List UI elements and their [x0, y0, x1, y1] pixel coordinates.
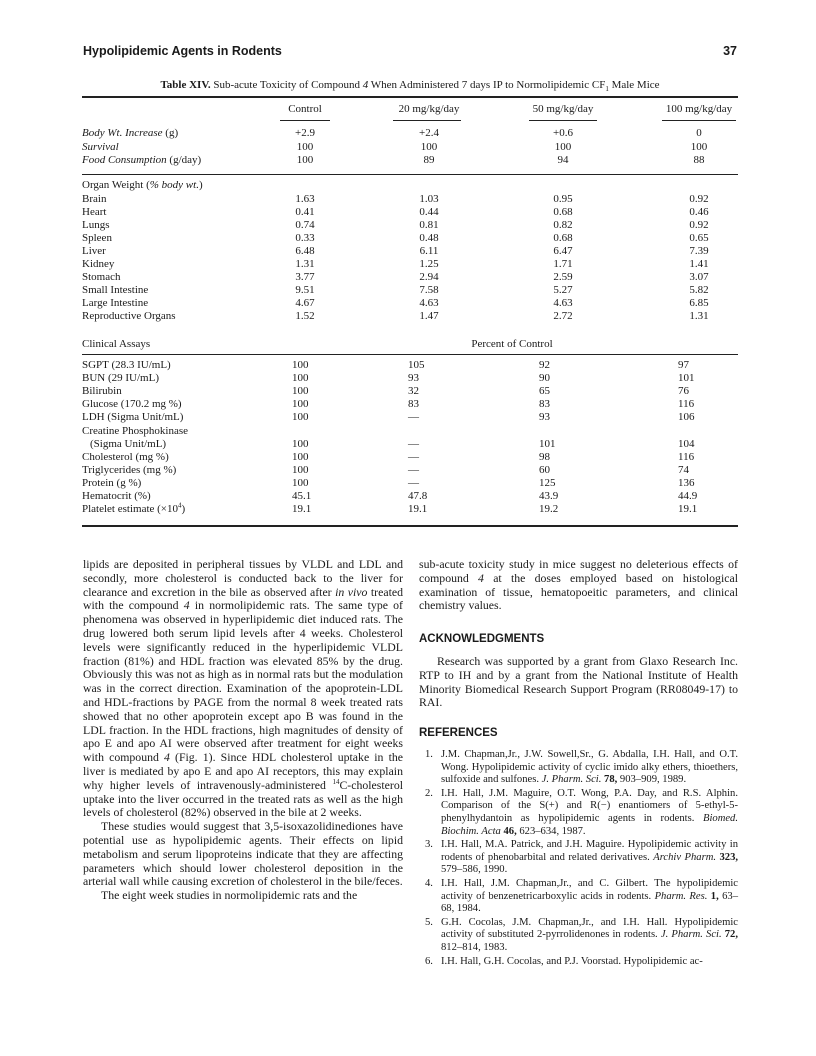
table-cell: 3.77: [295, 271, 315, 284]
table-cell: 19.2: [539, 503, 559, 516]
left-column: [83, 558, 403, 903]
row-label: Hematocrit (%): [82, 490, 151, 502]
row-label: SGPT (28.3 IU/mL): [82, 359, 171, 371]
row-label: Cholesterol (mg %): [82, 450, 169, 463]
reference-volume: 323,: [716, 851, 739, 863]
table-cell: 0.95: [553, 192, 573, 205]
row-label: Large Intestine: [82, 297, 149, 310]
reference-item: [419, 917, 738, 955]
reference-number: 6.: [425, 955, 433, 967]
table-row: [82, 258, 738, 271]
row-label: Small Intestine: [82, 284, 149, 297]
table-row: [82, 219, 738, 232]
reference-journal: J. Pharm. Sci.: [541, 774, 602, 786]
table-cell: 0.92: [689, 192, 709, 205]
caption-text-end: Male Mice: [608, 79, 660, 91]
table-cell: 83: [408, 398, 419, 411]
table-cell: 5.27: [553, 284, 573, 297]
table-cell: 0.68: [553, 231, 573, 244]
row-label: Heart: [82, 205, 107, 218]
reference-text: I.H. Hall, G.H. Cocolas, and P.J. Voorstad. Hypolipidemic ac-: [441, 955, 703, 967]
reference-pages: 903–909, 1989.: [617, 774, 687, 786]
table-cell: 1.25: [419, 258, 439, 270]
table-cell: 1.03: [419, 192, 439, 205]
table-row: [82, 477, 738, 490]
percent-of-control-heading: Percent of Control: [471, 338, 553, 350]
table-cell: 0.44: [419, 205, 439, 218]
table-cell: 19.1: [678, 503, 698, 516]
table-cell: 136: [678, 476, 695, 489]
table-cell: 2.94: [419, 271, 439, 284]
row-label: (Sigma Unit/mL): [90, 437, 167, 450]
table-cell: 1.47: [419, 310, 439, 323]
table-cell: 74: [678, 463, 689, 476]
table-cell: 2.72: [553, 310, 573, 323]
reference-volume: 46,: [500, 825, 517, 837]
reference-number: 3.: [425, 839, 433, 851]
row-label-text: Platelet estimate (×10: [82, 503, 179, 516]
table-row: [82, 284, 738, 297]
organ-heading-post: ): [198, 179, 203, 191]
table-cell: 100: [292, 372, 309, 385]
table-cell: 0.81: [419, 218, 439, 231]
table-cell: 105: [408, 359, 425, 371]
reference-number: 4.: [425, 877, 433, 889]
table-cell: 0.33: [295, 231, 315, 244]
acknowledgments-text: Research was supported by a grant from Glaxo Research Inc. RTP to IH and by a grant from the National Institute of Health Minority Biomedical Research Support Program (RR08049-17) to RAI.: [419, 654, 738, 710]
column-header: 50 mg/kg/day: [532, 103, 594, 115]
row-label-unit: (g/day): [166, 154, 202, 166]
table-row: [82, 297, 738, 310]
reference-volume: 78,: [601, 774, 618, 786]
table-cell: 0.48: [419, 231, 439, 244]
table-cell: 101: [678, 372, 695, 385]
table-cell: 47.8: [408, 490, 428, 502]
table-row: [82, 141, 738, 154]
table-cell: 100: [296, 140, 314, 153]
row-label: Bilirubin: [82, 385, 122, 398]
caption-subscript: 1: [605, 85, 609, 94]
reference-number: 1.: [425, 749, 433, 760]
table-row: [82, 411, 738, 424]
table-cell: —: [408, 411, 419, 424]
organ-heading-italic: % body wt.: [149, 179, 199, 191]
table-row: [82, 232, 738, 245]
table-cell: 93: [408, 372, 419, 385]
table-cell: 104: [678, 437, 695, 450]
reference-volume: 1,: [707, 890, 719, 902]
paragraph: These studies would suggest that 3,5-isoxazolidinediones have potential use as hypolipidemic agents. Their effects on lipid metabolism and serum lipoproteins indicate that they are affecting parameters which should lower cholesterol deposition in the arterial wall while causing excretion of cholesterol in the bile/feces.: [83, 819, 403, 889]
reference-pages: 812–814, 1983.: [441, 941, 508, 953]
references-heading: REFERENCES: [419, 727, 498, 739]
table-cell: 0.82: [553, 218, 573, 231]
table-cell: 6.48: [295, 244, 315, 257]
table-cell: 88: [693, 154, 705, 166]
row-label: Reproductive Organs: [82, 310, 176, 323]
table-cell: +0.6: [553, 127, 573, 139]
table-cell: 0.92: [689, 218, 709, 231]
row-label-text: Survival: [82, 140, 119, 153]
reference-text: I.H. Hall, M.A. Patrick, and J.H. Maguire. Hypolipidemic activity in rodents of phenobarbital and related derivatives.: [441, 839, 738, 863]
table-cell: —: [408, 476, 419, 489]
column-header: 100 mg/kg/day: [665, 103, 733, 115]
reference-text: G.H. Cocolas, J.M. Chapman,Jr., and I.H. Hall. Hypolipidemic activity of substituted 2-pyrrolidenones in rodents.: [441, 916, 738, 941]
table-cell: 0.41: [295, 205, 315, 218]
reference-text: I.H. Hall, J.M. Maguire, O.T. Wong, P.A. Day, and R.S. Alphin. Comparison of the S(+) and R(−) enantiomers of 5-ethyl-5-phenylhydantoin as hypolipidemic agents in rodents.: [441, 787, 738, 824]
table-cell: 100: [292, 476, 309, 489]
paragraph: sub-acute toxicity study in mice suggest no deleterious effects of compound 4 at the doses employed based on histological examination of tissue, hematopoeitic parameters, and clinical chemistry values.: [419, 557, 738, 613]
table-cell: +2.9: [295, 127, 315, 139]
table-row: [82, 372, 738, 385]
table-cell: 9.51: [295, 284, 315, 297]
table-cell: 0.46: [689, 205, 709, 218]
table-row: [82, 245, 738, 258]
table-cell: 6.85: [689, 297, 709, 310]
table-cell: 100: [292, 359, 309, 371]
row-label: Lungs: [82, 218, 110, 231]
paragraph: lipids are deposited in peripheral tissues by VLDL and LDL and secondly, more cholesterol is conducted back to the liver for clearance and excretion in the bile as observed after in vivo treated with the compound 4 in normolipidemic rats. The same type of phenomena was observed in hyperlipidemic diet induced rats. The drug lowered both serum lipid levels after 4 weeks. Cholesterol levels were significantly reduced in the hyperlipidemic VLDL fraction (81%) and HDL fraction was elevated 85% by the drug. Obviously this was not as high as in normal rats but the modulation was in the correct direction. Examination of the apoprotein-LDL and HDL-fractions by PAGE from the normal 8 week treated rats showed that no other apoprotein except apo B was found in the LDL fraction. In the HDL fractions, high magnitudes of density of apo E and apo AI were observed after treatment for eight weeks with compound 4 (Fig. 1). Since HDL cholesterol uptake in the liver is mediated by apo E and apo AI receptors, this may explain why higher levels of intravenously-administered $^{14}$C-cholesterol uptake into the liver occurred in the treated rats as well as the high levels of cholesterol (82%) observed in the bile at 2 weeks.: [83, 557, 403, 820]
table-cell: 100: [292, 398, 309, 411]
row-label: Glucose (170.2 mg %): [82, 398, 182, 411]
table-row: [82, 425, 738, 438]
table-cell: 100: [420, 140, 438, 153]
table-cell: —: [408, 437, 419, 450]
organ-heading-pre: Organ Weight (: [82, 179, 150, 191]
table-cell: 5.82: [689, 284, 709, 297]
reference-item: [419, 878, 738, 916]
reference-item: [419, 956, 738, 969]
caption-compound: 4: [362, 79, 369, 91]
table-cell: +2.4: [419, 127, 439, 139]
row-label: Creatine Phosphokinase: [82, 424, 189, 437]
reference-pages: 63–68, 1984.: [441, 890, 738, 915]
table-cell: 3.07: [689, 271, 709, 284]
table-cell: 100: [292, 450, 309, 463]
reference-text: I.H. Hall, J.M. Chapman,Jr., and C. Gilbert. The hypolipidemic activity of benzenetricarboxylic acids in rodents.: [441, 877, 738, 902]
reference-number: 2.: [425, 787, 433, 799]
row-label: Brain: [82, 192, 107, 205]
table-cell: 43.9: [539, 490, 559, 502]
table-cell: 94: [557, 154, 569, 166]
table-row: [82, 206, 738, 219]
reference-journal: J. Pharm. Sci.: [660, 929, 722, 941]
table-cell: 1.41: [689, 258, 709, 270]
reference-item: [419, 839, 738, 877]
table-row: [82, 359, 738, 372]
table-cell: 60: [539, 463, 550, 476]
row-label-superscript: 4: [178, 501, 182, 510]
table-cell: 1.52: [295, 310, 315, 323]
table-cell: 76: [678, 385, 689, 398]
table-cell: 100: [690, 140, 708, 153]
table-cell: 116: [678, 398, 695, 411]
reference-journal: Pharm. Res.: [654, 890, 708, 902]
organ-heading: [82, 179, 203, 192]
table-cell: 93: [539, 411, 550, 424]
table-cell: 2.59: [553, 271, 573, 284]
column-header: 20 mg/kg/day: [398, 103, 460, 115]
table-cell: —: [408, 463, 419, 476]
clinical-rule: [82, 354, 738, 355]
row-label: Kidney: [82, 258, 115, 270]
table-cell: 100: [554, 140, 572, 153]
clinical-heading: Clinical Assays: [82, 338, 151, 350]
table-cell: 100: [292, 411, 309, 424]
reference-item: [419, 788, 738, 838]
row-label: Stomach: [82, 271, 121, 284]
table-cell: 100: [292, 463, 309, 476]
table-cell: 6.47: [553, 244, 573, 257]
table-row: [82, 464, 738, 477]
table-cell: 100: [292, 385, 309, 398]
table-row: [82, 438, 738, 451]
table-cell: 0.74: [295, 218, 315, 231]
table-cell: 6.11: [419, 244, 439, 257]
table-cell: 32: [408, 385, 419, 398]
table-cell: 45.1: [292, 490, 312, 502]
table-cell: 0.65: [689, 231, 709, 244]
table-cell: 1.31: [689, 310, 709, 323]
table-row: [82, 127, 738, 140]
reference-journal: Archiv Pharm.: [653, 851, 717, 863]
right-column-intro: [419, 558, 738, 613]
caption-text-pre: Sub-acute Toxicity of Compound: [213, 79, 363, 91]
reference-number: 5.: [425, 916, 433, 928]
row-label-text: ): [181, 503, 186, 516]
references-list: [419, 749, 738, 969]
table-cell: 83: [539, 398, 550, 411]
row-label: Protein (g %): [82, 476, 142, 489]
reference-pages: 579–586, 1990.: [441, 864, 508, 876]
row-label: BUN (29 IU/mL): [82, 372, 159, 385]
table-row: [82, 451, 738, 464]
reference-pages: 623–634, 1987.: [516, 825, 586, 837]
table-cell: 65: [539, 385, 550, 398]
table-cell: 4.63: [419, 297, 439, 310]
table-cell: 92: [539, 359, 550, 371]
table-cell: 100: [296, 154, 314, 166]
table-row: [82, 154, 738, 167]
organ-heading-row: [82, 179, 738, 192]
row-label: Spleen: [82, 231, 112, 244]
row-label-text: Food Consumption: [82, 154, 167, 166]
table-cell: 1.63: [295, 192, 315, 205]
row-label-unit: (g): [162, 127, 179, 139]
table-row: [82, 398, 738, 411]
table-cell: 0.68: [553, 205, 573, 218]
row-label: [82, 503, 185, 516]
table-row: [82, 503, 738, 516]
table-cell: 1.31: [295, 258, 315, 270]
paragraph: The eight week studies in normolipidemic rats and the: [101, 888, 358, 903]
table-cell: 116: [678, 450, 695, 463]
table-cell: 125: [539, 476, 556, 489]
table-cell: 44.9: [678, 490, 698, 502]
table-cell: 97: [678, 359, 689, 371]
row-label-text: Body Wt. Increase: [82, 127, 163, 139]
table-header-row: [82, 103, 738, 116]
running-title: Hypolipidemic Agents in Rodents: [83, 44, 282, 58]
reference-journal: Biomed. Biochim. Acta: [441, 812, 738, 837]
acknowledgments-heading: ACKNOWLEDGMENTS: [419, 633, 545, 645]
reference-text: J.M. Chapman,Jr., J.W. Sowell,Sr., G. Abdalla, I.H. Hall, and O.T. Wong. Hypolipidemic activity of cyclic imido alky ethers, thioethers, sulfoxide and sulfones.: [441, 749, 738, 786]
table-cell: 90: [539, 372, 550, 385]
reference-item: [419, 749, 738, 787]
table-cell: 89: [423, 154, 435, 166]
table-cell: 7.58: [419, 284, 439, 297]
row-label: LDH (Sigma Unit/mL): [82, 411, 184, 424]
table-row: [82, 271, 738, 284]
clinical-heading-row: [82, 338, 738, 351]
table-cell: 4.63: [553, 297, 573, 310]
table-row: [82, 193, 738, 206]
table-row: [82, 310, 738, 323]
table-cell: 1.71: [553, 258, 573, 270]
caption-text-post: When Administered 7 days IP to Normolipidemic CF: [368, 79, 606, 91]
column-header: Control: [288, 103, 322, 115]
table-cell: 19.1: [292, 503, 312, 516]
page-number: 37: [723, 44, 737, 58]
row-label: [82, 127, 178, 140]
table-label: Table XIV.: [160, 79, 211, 91]
row-label: [82, 154, 201, 167]
table-cell: 101: [539, 437, 556, 450]
table-cell: 4.67: [295, 297, 315, 310]
table-cell: 7.39: [689, 244, 709, 257]
table-cell: —: [408, 450, 419, 463]
reference-volume: 72,: [721, 929, 739, 941]
table-cell: 106: [678, 411, 695, 424]
table-cell: 98: [539, 450, 550, 463]
table-cell: 100: [292, 437, 309, 450]
row-label: [82, 141, 119, 154]
row-label: Triglycerides (mg %): [82, 463, 177, 476]
row-label: Liver: [82, 244, 106, 257]
table-cell: 0: [696, 127, 702, 139]
table-cell: 19.1: [408, 503, 428, 516]
table-row: [82, 385, 738, 398]
